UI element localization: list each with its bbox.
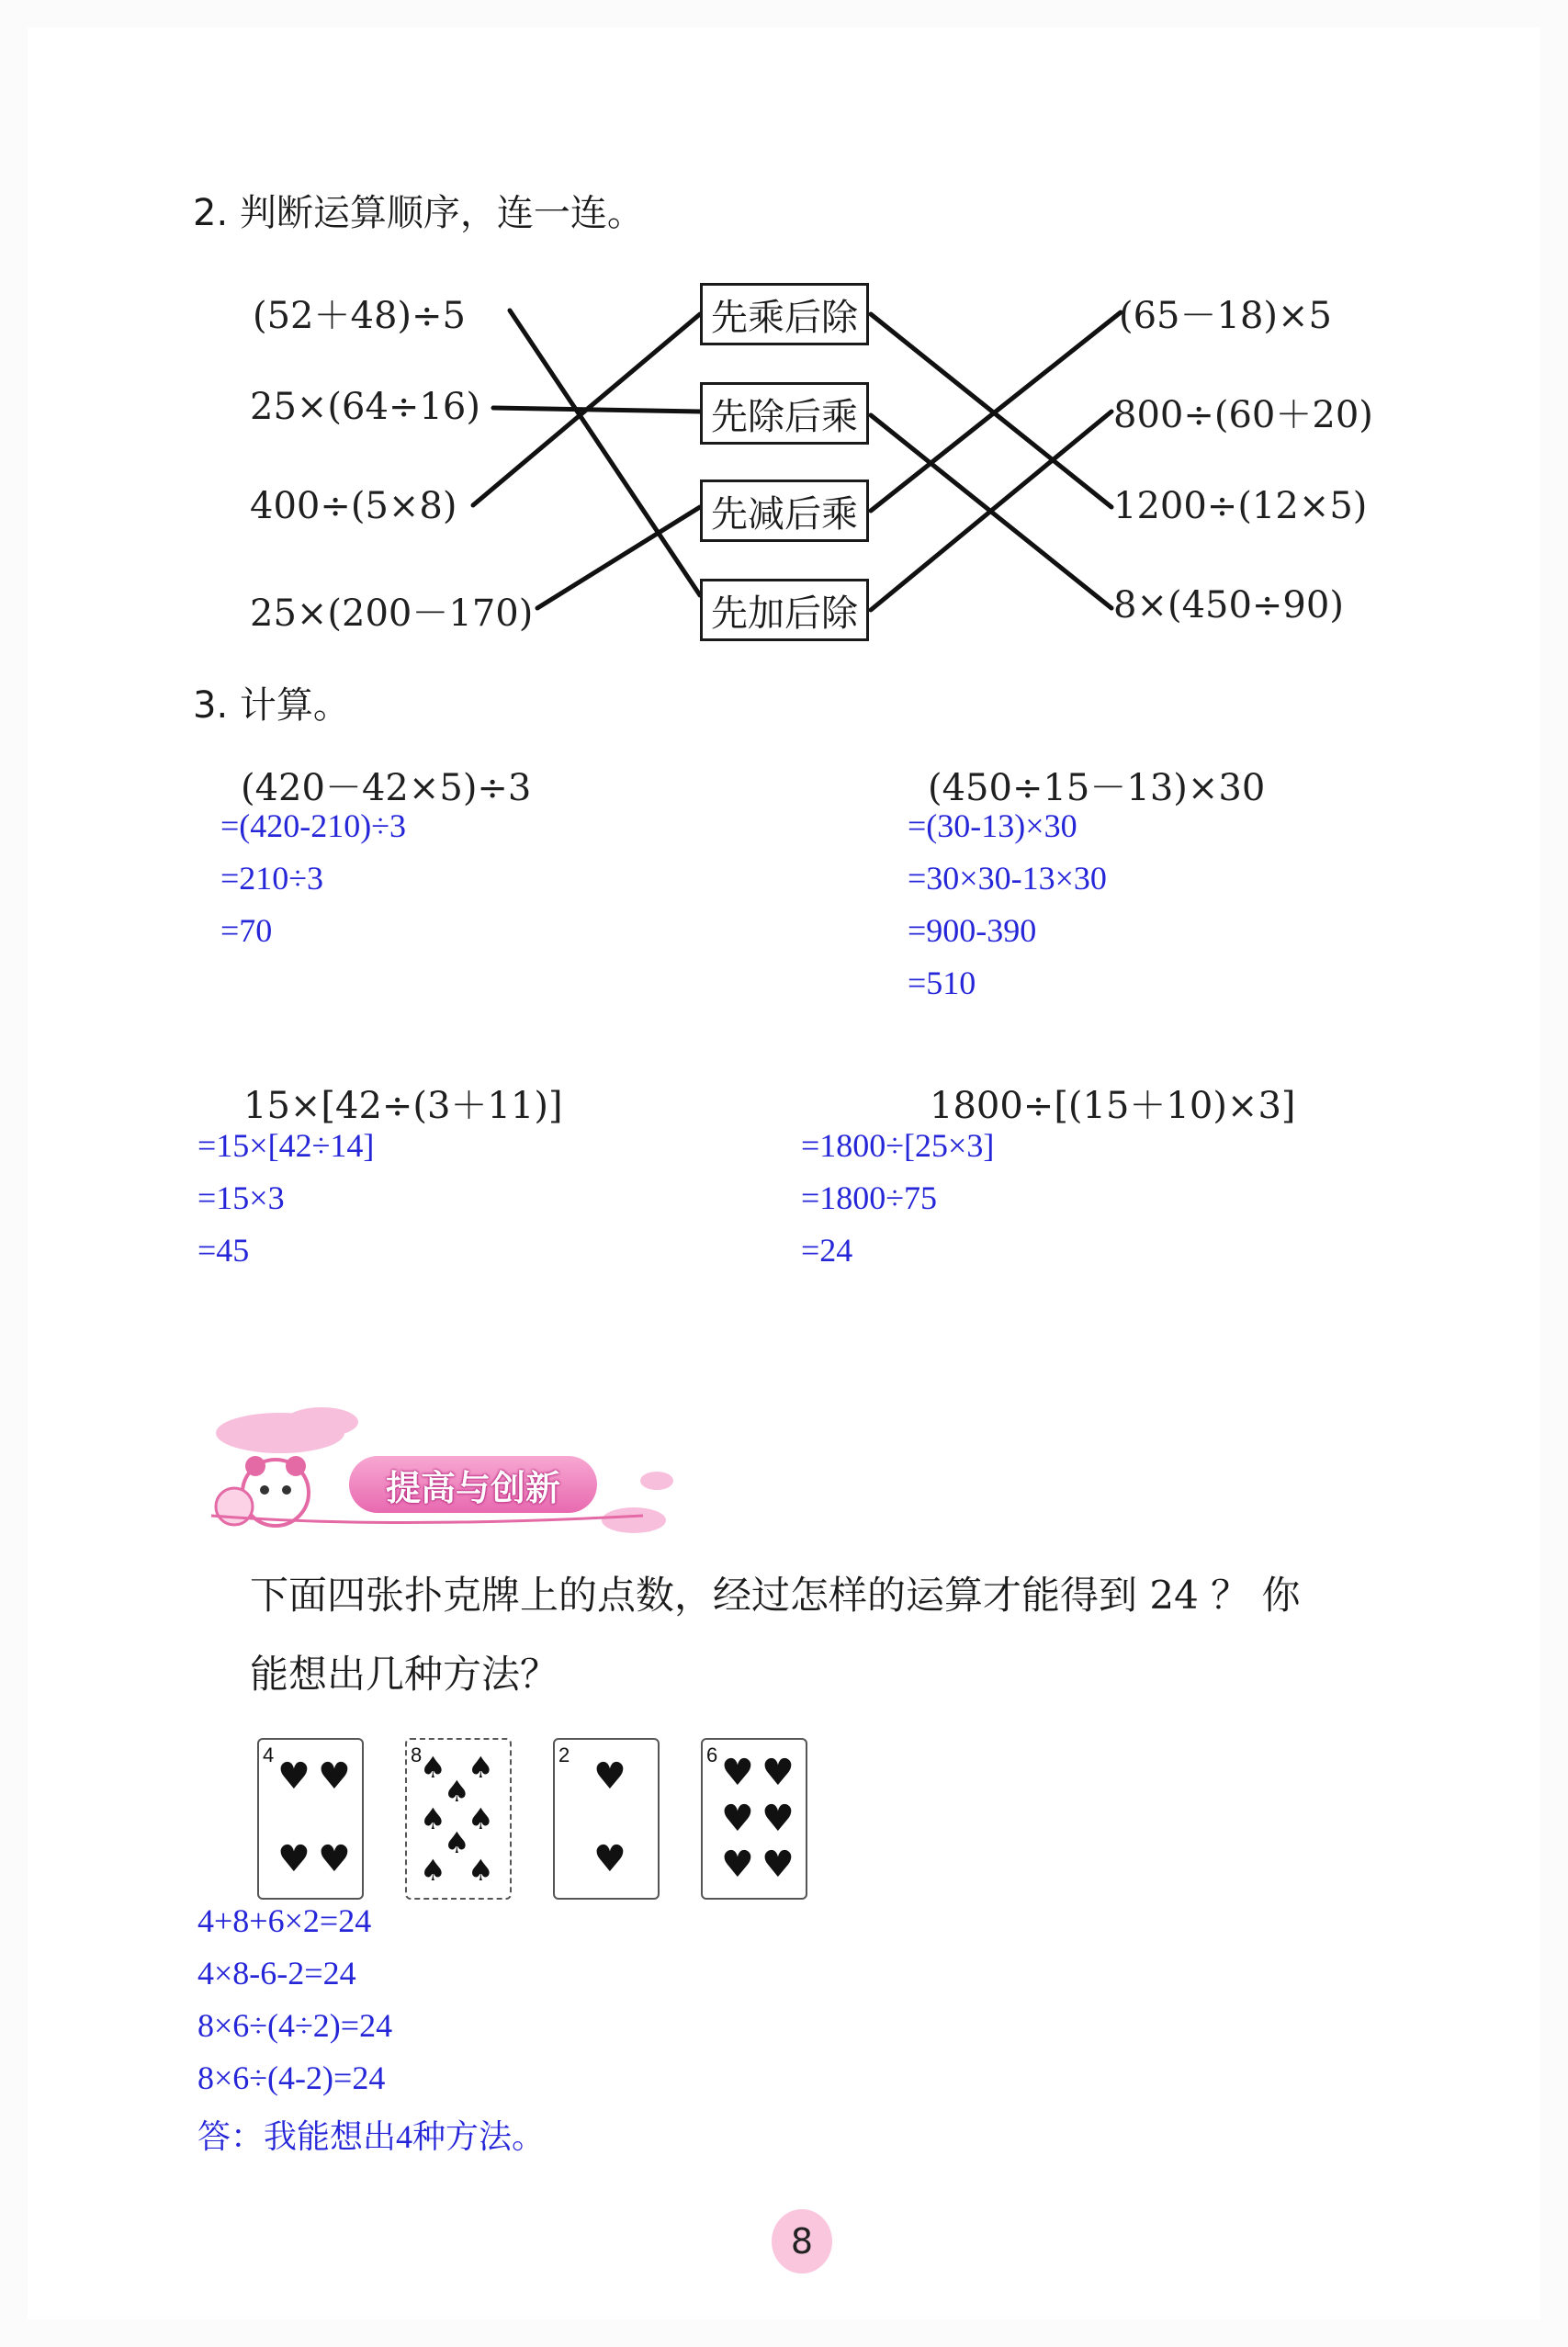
spade-icon: ♠: [420, 1750, 446, 1785]
order-box-1-label: 先乘后除: [711, 296, 858, 339]
card-rank: 6: [706, 1743, 718, 1766]
answer-3: 8×6÷(4÷2)=24: [197, 2007, 393, 2044]
playing-card-4-hearts: [257, 1738, 364, 1900]
card-rank: 4: [263, 1743, 275, 1766]
heart-icon: ♥: [761, 1844, 795, 1886]
right-expr-4: 8×(450÷90): [1113, 584, 1344, 626]
heart-icon: ♥: [761, 1798, 795, 1840]
calc-3-step-2: =15×3: [197, 1179, 285, 1216]
answer-conclusion: 答：我能想出4种方法。: [197, 2118, 546, 2155]
heart-icon: ♥: [318, 1755, 351, 1798]
answer-1: 4+8+6×2=24: [197, 1902, 372, 1939]
order-box-4-label: 先加后除: [711, 592, 858, 635]
line-box1-right3: [871, 314, 1111, 507]
calc-4-step-1: =1800÷[25×3]: [801, 1127, 995, 1164]
order-box-2-label: 先除后乘: [711, 395, 858, 438]
right-expr-2: 800÷(60＋20): [1113, 394, 1373, 436]
page-number: 8: [790, 2221, 814, 2262]
page-number-badge: [772, 2209, 832, 2274]
spade-icon: ♠: [420, 1801, 446, 1836]
calc-3-step-1: =15×[42÷14]: [197, 1127, 375, 1164]
spade-icon: ♠: [468, 1750, 494, 1785]
order-box-2: [700, 382, 869, 445]
heart-icon: ♥: [593, 1755, 626, 1798]
order-box-3: [700, 480, 869, 542]
playing-card-2-hearts: [553, 1738, 660, 1900]
heart-icon: ♥: [593, 1838, 626, 1880]
left-expr-2: 25×(64÷16): [250, 386, 480, 428]
calc-4-step-2: =1800÷75: [801, 1179, 938, 1216]
card-rank: 2: [558, 1743, 570, 1766]
playing-card-8-spades: [405, 1738, 512, 1900]
calc-1-step-1: =(420-210)÷3: [220, 807, 407, 844]
extension-banner: [349, 1456, 597, 1513]
calc-2-step-1: =(30-13)×30: [908, 807, 1077, 844]
left-expr-4: 25×(200－170): [250, 592, 534, 635]
extension-problem-line-1: 下面四张扑克牌上的点数，经过怎样的运算才能得到 24 ？ 你: [250, 1573, 1301, 1618]
calc-2-step-4: =510: [908, 965, 976, 1001]
order-box-3-label: 先减后乘: [711, 492, 858, 536]
calc-3-expr: 15×[42÷(3＋11)]: [243, 1085, 563, 1127]
heart-icon: ♥: [277, 1755, 310, 1798]
line-left2-box2: [493, 408, 700, 412]
left-expr-3: 400÷(5×8): [250, 485, 457, 527]
left-expr-1: (52＋48)÷5: [253, 295, 466, 337]
spade-icon: ♠: [468, 1801, 494, 1836]
calc-2-expr: (450÷15－13)×30: [928, 767, 1266, 809]
answer-4: 8×6÷(4-2)=24: [197, 2059, 386, 2096]
playing-card-6-hearts: [701, 1738, 807, 1900]
heart-icon: ♥: [761, 1752, 795, 1794]
calc-2-step-3: =900-390: [908, 912, 1037, 949]
spade-icon: ♠: [444, 1774, 470, 1809]
calc-1-step-3: =70: [220, 912, 273, 949]
calc-3-step-3: =45: [197, 1232, 250, 1269]
q2-heading: 2. 判断运算顺序，连一连。: [193, 192, 644, 234]
heart-icon: ♥: [277, 1838, 310, 1880]
order-box-1: [700, 283, 869, 345]
order-box-4: [700, 579, 869, 641]
calc-2-step-2: =30×30-13×30: [908, 860, 1107, 897]
heart-icon: ♥: [318, 1838, 351, 1880]
extension-banner-title: 提高与创新: [385, 1467, 560, 1508]
heart-icon: ♥: [721, 1752, 754, 1794]
right-expr-1: (65－18)×5: [1119, 295, 1332, 337]
spade-icon: ♠: [468, 1853, 494, 1888]
spade-icon: ♠: [444, 1825, 470, 1860]
q3-heading: 3. 计算。: [193, 684, 350, 727]
spade-icon: ♠: [420, 1853, 446, 1888]
card-rank: 8: [411, 1743, 423, 1766]
calc-4-step-3: =24: [801, 1232, 853, 1269]
heart-icon: ♥: [721, 1844, 754, 1886]
right-expr-3: 1200÷(12×5): [1113, 485, 1368, 527]
answer-2: 4×8-6-2=24: [197, 1955, 356, 1992]
calc-1-expr: (420－42×5)÷3: [241, 767, 532, 809]
extension-problem-line-2: 能想出几种方法？: [250, 1652, 559, 1697]
calc-1-step-2: =210÷3: [220, 860, 324, 897]
heart-icon: ♥: [721, 1798, 754, 1840]
calc-4-expr: 1800÷[(15＋10)×3]: [930, 1085, 1296, 1127]
